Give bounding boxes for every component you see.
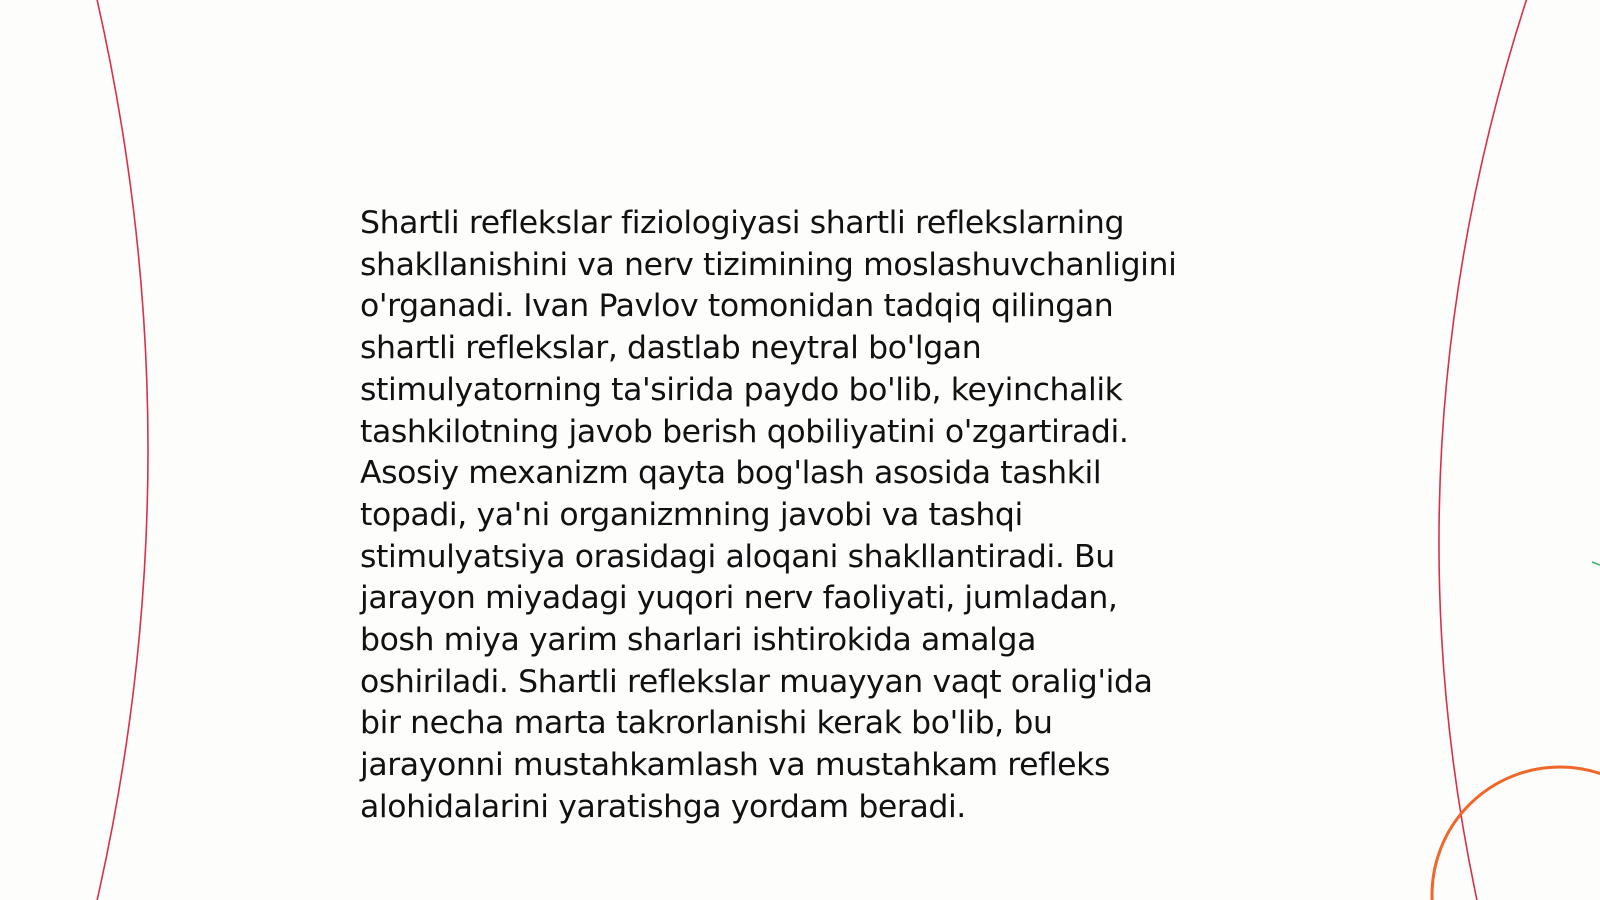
green-accent-mark [1592, 562, 1600, 565]
right-arc-line [1439, 0, 1528, 900]
body-paragraph: Shartli reflekslar fiziologiyasi shartli reflekslarning shakllanishini va nerv tizimining moslashuvchanligini o'rganadi. Ivan Pavlov tomonidan tadqiq qilingan shartli reflekslar, dastlab neytral bo'lgan stimulyatorning ta'sirida paydo bo'lib, keyinchalik tashkilotning javob berish qobiliyatini o'zgartiradi. Asosiy mexanizm qayta bog'lash asosida tashkil topadi, ya'ni organizmning javobi va tashqi stimulyatsiya orasidagi aloqani shakllantiradi. Bu jarayon miyadagi yuqori nerv faoliyati, jumladan, bosh miya yarim sharlari ishtirokida amalga oshiriladi. Shartli reflekslar muayyan vaqt oralig'ida bir necha marta takrorlanishi kerak bo'lib, bu jarayonni mustahkamlash va mustahkam refleks alohidalarini yaratishga yordam beradi. [360, 205, 1177, 825]
left-arc-line [96, 0, 148, 900]
